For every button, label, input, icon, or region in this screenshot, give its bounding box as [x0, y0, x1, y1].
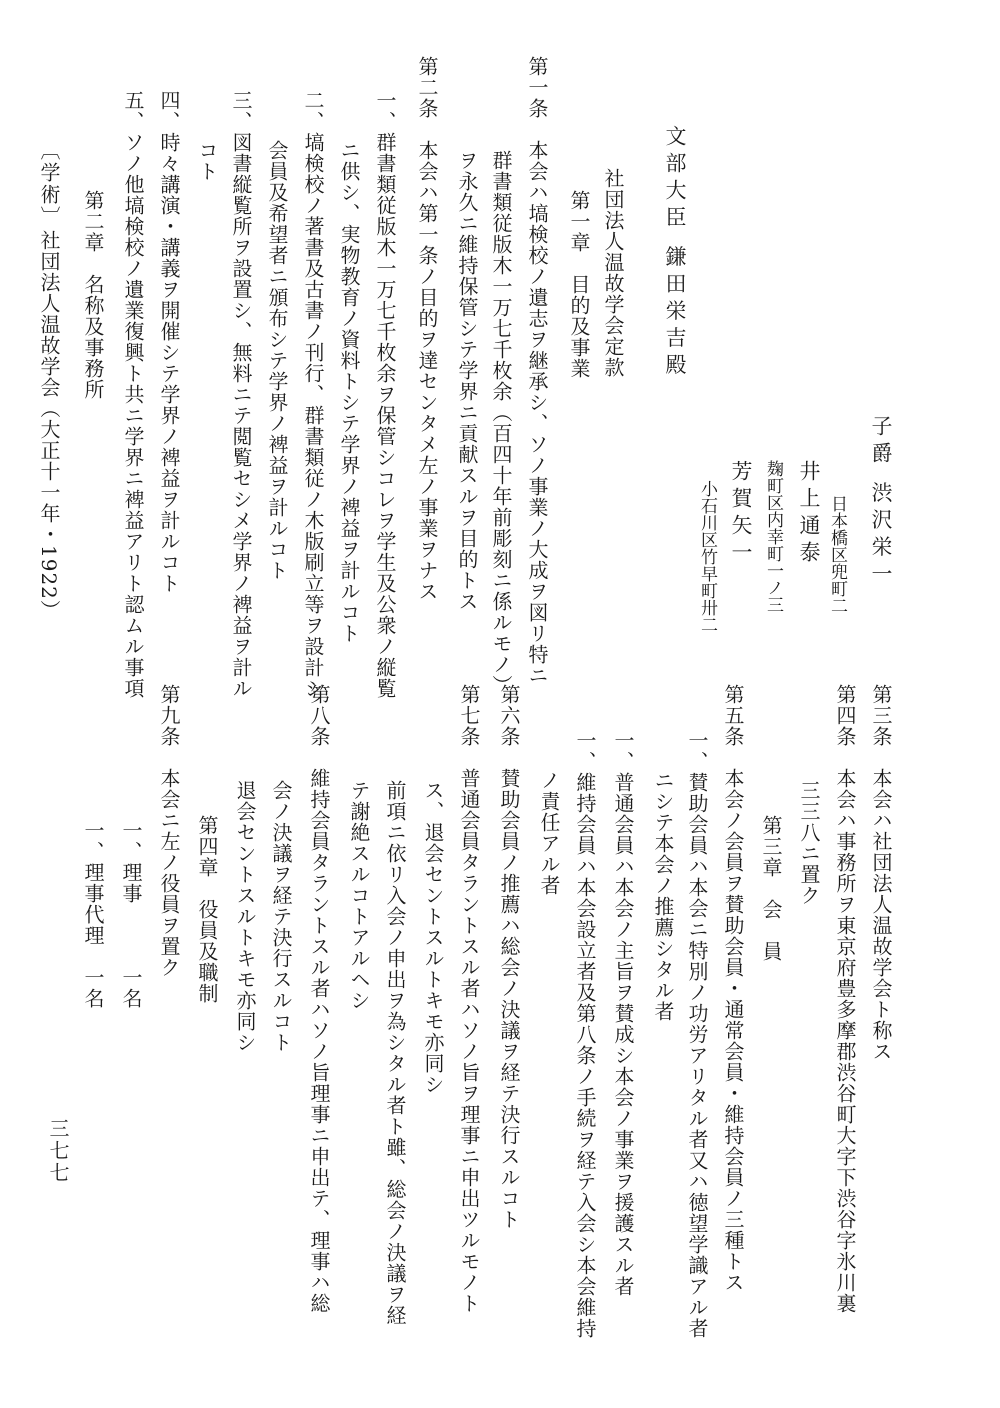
signatory-address: 小石川区竹早町卅二	[697, 480, 717, 633]
list-item: 一、普通会員ハ本会ノ主旨ヲ賛成シ本会ノ事業ヲ援護スル者	[611, 730, 635, 1297]
article-line: 三三八ニ置ク	[797, 780, 821, 906]
chapter-heading: 第二章 名称及事務所	[81, 190, 105, 400]
article-line: 会ノ決議ヲ経テ決行スルコト	[269, 780, 293, 1053]
officer-item: 一、理事 一名	[119, 820, 143, 1009]
officer-item: 一、理事代理 一名	[81, 820, 105, 1009]
list-item: コト	[195, 140, 219, 182]
signatory-address: 麹町区内幸町一ノ三	[763, 460, 783, 613]
list-item: 四、時々講演・講義ヲ開催シテ学界ノ裨益ヲ計ルコト	[157, 90, 181, 594]
list-item: 五、ソノ他塙検校ノ遺業復興ト共ニ学界ニ裨益アリト認ムル事項	[121, 90, 145, 699]
article-line: テ謝絶スルコトアルヘシ	[347, 780, 371, 1011]
article-line: 第二条 本会ハ第一条ノ目的ヲ達センタメ左ノ事業ヲナス	[415, 56, 439, 602]
list-item: 二、塙検校ノ著書及古書ノ刊行、群書類従ノ木版刷立等ヲ設計シ	[301, 90, 325, 699]
addressee: 文部大臣 鎌田栄吉殿	[663, 125, 687, 381]
signatory-address: 日本橋区兜町二	[827, 495, 847, 614]
article-line: 第九条 本会ニ左ノ役員ヲ置ク	[157, 684, 181, 978]
article-line: 第八条 維持会員タラントスル者ハソノ旨理事ニ申出テ、理事ハ総	[307, 684, 331, 1314]
article-line: ス、退会セントスルトキモ亦同シ	[421, 780, 445, 1095]
article-line: 前項ニ依リ入会ノ申出ヲ為シタル者ト雖、総会ノ決議ヲ経	[383, 780, 407, 1326]
article-line: 第六条 賛助会員ノ推薦ハ総会ノ決議ヲ経テ決行スルコト	[497, 684, 521, 1230]
page-number: 三七七	[46, 1118, 70, 1184]
list-item: ノ責任アル者	[537, 770, 561, 896]
list-item: 一、維持会員ハ本会設立者及第八条ノ手続ヲ経テ入会シ本会維持	[573, 730, 597, 1339]
list-item: 会員及希望者ニ頒布シテ学界ノ裨益ヲ計ルコト	[265, 140, 289, 581]
chapter-heading: 第四章 役員及職制	[195, 815, 219, 1004]
source-caption: 社団法人温故学会（大正十一年・1922）	[37, 230, 61, 621]
article-line: 第七条 普通会員タラントスル者ハソノ旨ヲ理事ニ申出ツルモノト	[457, 684, 481, 1314]
article-line: 退会セントスルトキモ亦同シ	[233, 780, 257, 1053]
list-item: ニシテ本会ノ推薦シタル者	[651, 770, 675, 1022]
doc-title: 社団法人温故学会定款	[601, 168, 625, 378]
article-line: 第一条 本会ハ塙検校ノ遺志ヲ継承シ、ソノ事業ノ大成ヲ図リ特ニ	[525, 56, 549, 686]
signatory-name: 芳賀矢一	[729, 460, 753, 568]
article-line: 第五条 本会ノ会員ヲ賛助会員・通常会員・維持会員ノ三種トス	[721, 684, 745, 1293]
list-item: 一、群書類従版木一万七千枚余ヲ保管シコレヲ学生及公衆ノ縦覧	[373, 90, 397, 699]
signatory-name: 井上通泰	[797, 460, 821, 568]
article-line: ヲ永久ニ維持保管シテ学界ニ貢献スルヲ目的トス	[455, 150, 479, 612]
chapter-heading: 第一章 目的及事業	[567, 190, 591, 379]
list-item: 三、図書縦覧所ヲ設置シ、無料ニテ閲覧セシメ学界ノ裨益ヲ計ル	[229, 90, 253, 699]
chapter-heading: 第三章 会 員	[759, 815, 783, 962]
section-bracket: 〔学術〕	[37, 140, 61, 228]
list-item: ニ供シ、実物教育ノ資料トシテ学界ノ裨益ヲ計ルコト	[337, 140, 361, 644]
list-item: 一、賛助会員ハ本会ニ特別ノ功労アリタル者又ハ徳望学識アル者	[685, 730, 709, 1339]
article-line: 第三条 本会ハ社団法人温故学会ト称ス	[869, 684, 893, 1062]
article-line: 群書類従版木一万七千枚余（百四十年前彫刻ニ係ルモノ）	[489, 150, 513, 696]
signatory-name: 子爵 渋沢栄一	[869, 415, 893, 590]
article-line: 第四条 本会ハ事務所ヲ東京府豊多摩郡渋谷町大字下渋谷字氷川裏	[833, 684, 857, 1314]
